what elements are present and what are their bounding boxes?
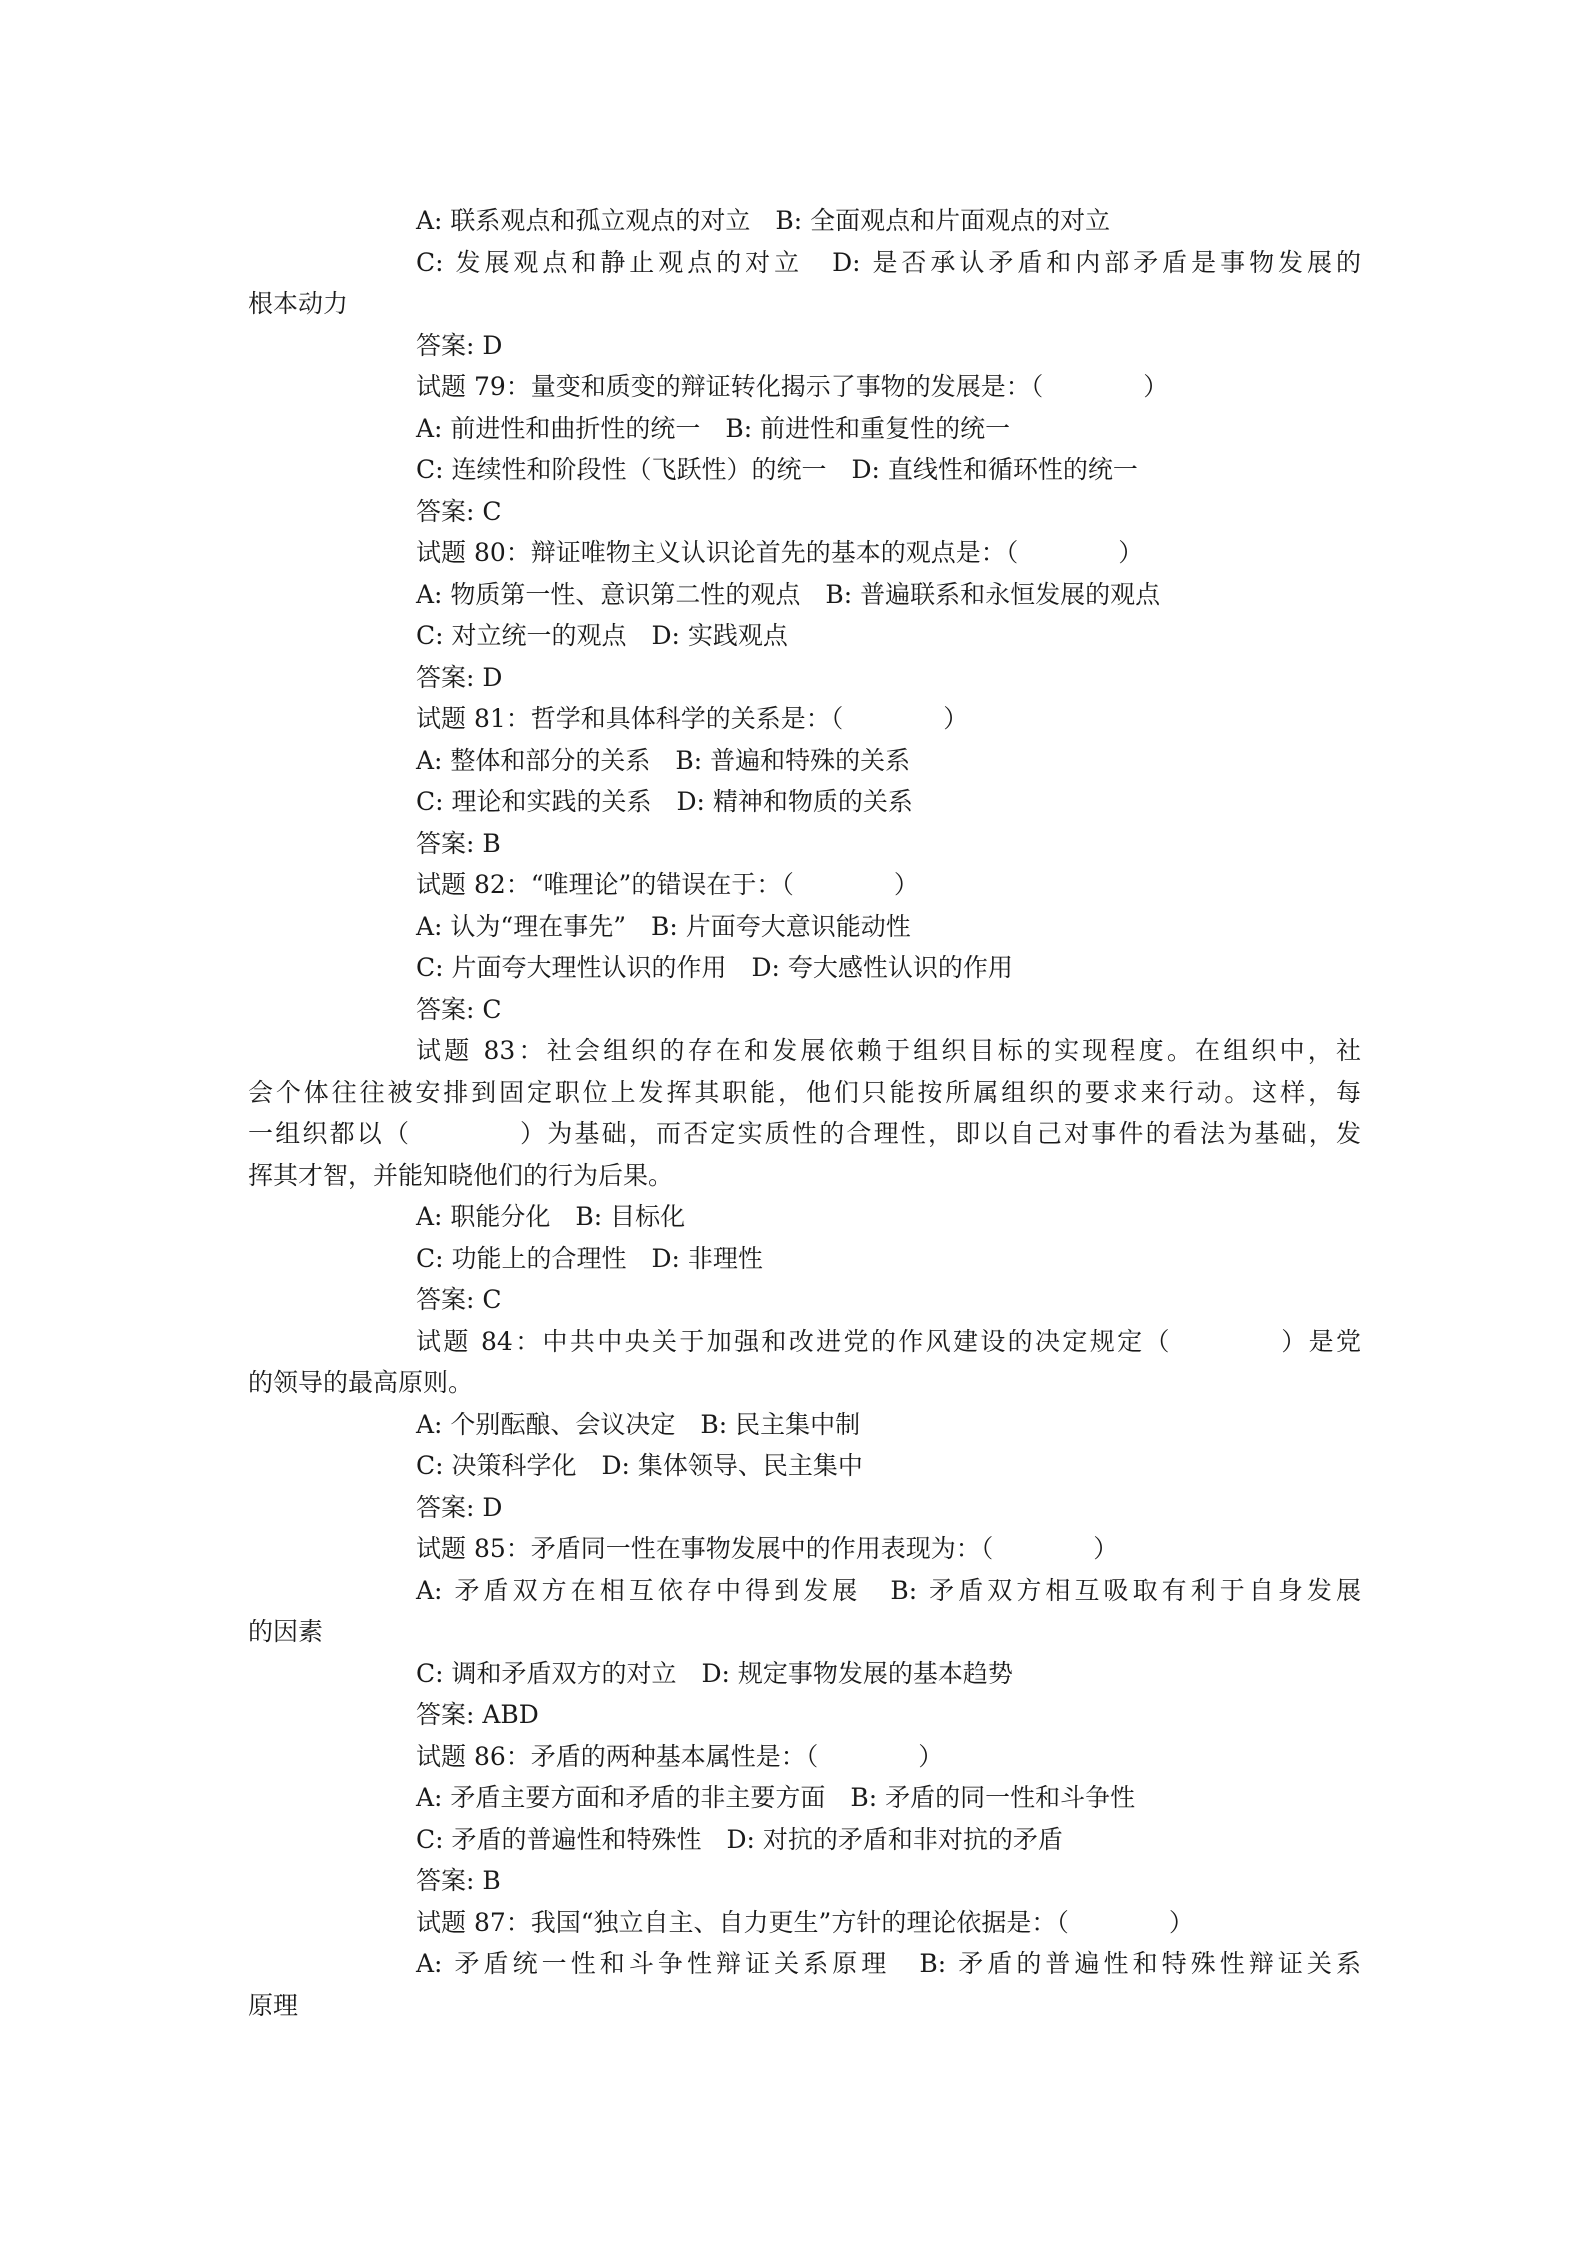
document-body (248, 200, 1361, 2026)
text-line: A: 认为“理在事先” B: 片面夸大意识能动性 (416, 911, 911, 941)
text-line: 答案: C (416, 496, 502, 526)
text-line: A: 个别酝酿、会议决定 B: 民主集中制 (416, 1409, 861, 1439)
text-line: A: 物质第一性、意识第二性的观点 B: 普遍联系和永恒发展的观点 (416, 579, 1161, 609)
text-line: 根本动力 (248, 289, 349, 318)
text-line: C: 连续性和阶段性（飞跃性）的统一 D: 直线性和循环性的统一 (416, 455, 1138, 484)
text-line: A: 联系观点和孤立观点的对立 B: 全面观点和片面观点的对立 (416, 206, 1111, 235)
text-line: C: 理论和实践的关系 D: 精神和物质的关系 (416, 787, 913, 816)
text-line: 试题 79：量变和质变的辩证转化揭示了事物的发展是：（ ） (416, 372, 1169, 401)
text-line: C: 调和矛盾双方的对立 D: 规定事物发展的基本趋势 (416, 1658, 1013, 1688)
text-line: 试题 81：哲学和具体科学的关系是：（ ） (416, 704, 969, 733)
text-line: A: 职能分化 B: 目标化 (416, 1202, 686, 1231)
text-line: 的因素 (248, 1617, 324, 1646)
text-line: C: 功能上的合理性 D: 非理性 (416, 1243, 763, 1273)
text-line: 答案: B (416, 828, 501, 858)
text-line: A: 前进性和曲折性的统一 B: 前进性和重复性的统一 (416, 413, 1011, 443)
text-line: 原理 (248, 1990, 299, 2020)
text-line: C: 决策科学化 D: 集体领导、民主集中 (416, 1451, 863, 1480)
text-line: C: 矛盾的普遍性和特殊性 D: 对抗的矛盾和非对抗的矛盾 (416, 1824, 1063, 1854)
text-line: 答案: D (416, 330, 503, 360)
text-line: C: 发展观点和静止观点的对立 D: 是否承认矛盾和内部矛盾是事物发展的 (416, 247, 1361, 277)
text-line: 试题 80：辩证唯物主义认识论首先的基本的观点是：（ ） (416, 538, 1144, 567)
text-line: 试题 84：中共中央关于加强和改进党的作风建设的决定规定（ ）是党 (416, 1326, 1361, 1356)
text-line: 挥其才智，并能知晓他们的行为后果。 (248, 1160, 674, 1190)
text-line: 试题 85：矛盾同一性在事物发展中的作用表现为：（ ） (416, 1534, 1119, 1563)
text-line: 答案: C (416, 994, 502, 1024)
text-line: A: 整体和部分的关系 B: 普遍和特殊的关系 (416, 745, 911, 775)
text-line: 答案: ABD (416, 1700, 539, 1729)
text-line: A: 矛盾双方在相互依存中得到发展 B: 矛盾双方相互吸取有利于自身发展 (416, 1575, 1361, 1605)
text-line: 试题 86：矛盾的两种基本属性是：（ ） (416, 1741, 944, 1771)
text-line: 答案: B (416, 1866, 501, 1895)
text-line: A: 矛盾主要方面和矛盾的非主要方面 B: 矛盾的同一性和斗争性 (416, 1783, 1136, 1812)
text-line: 试题 82：“唯理论”的错误在于：（ ） (416, 870, 919, 899)
text-line: 答案: D (416, 1492, 503, 1522)
text-line: A: 矛盾统一性和斗争性辩证关系原理 B: 矛盾的普遍性和特殊性辩证关系 (416, 1949, 1361, 1978)
text-line: 答案: D (416, 662, 503, 692)
text-line: 会个体往往被安排到固定职位上发挥其职能，他们只能按所属组织的要求来行动。这样，每 (248, 1077, 1361, 1107)
text-line: 试题 87：我国“独立自主、自力更生”方针的理论依据是：（ ） (416, 1907, 1194, 1937)
text-line: 一组织都以（ ）为基础，而否定实质性的合理性，即以自己对事件的看法为基础，发 (248, 1119, 1361, 1148)
text-line: 答案: C (416, 1285, 502, 1314)
text-line: 的领导的最高原则。 (248, 1368, 474, 1397)
text-line: C: 片面夸大理性认识的作用 D: 夸大感性认识的作用 (416, 953, 1013, 982)
text-line: 试题 83：社会组织的存在和发展依赖于组织目标的实现程度。在组织中，社 (416, 1036, 1361, 1065)
text-line: C: 对立统一的观点 D: 实践观点 (416, 621, 788, 650)
